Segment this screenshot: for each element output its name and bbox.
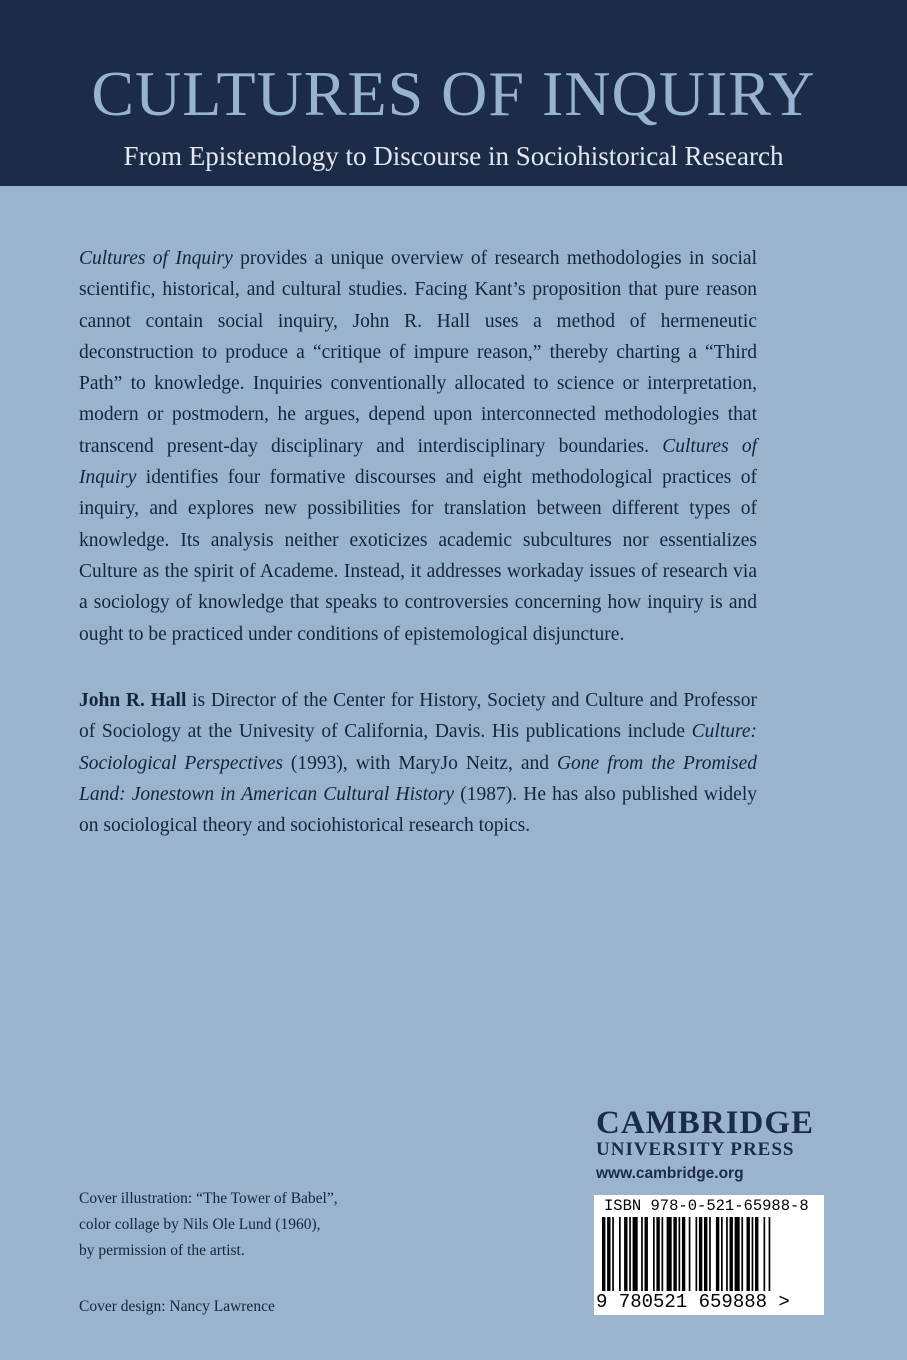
bio-book-1: Culture: Sociological Perspectives <box>79 721 757 774</box>
blurb-text-2: identifies four formative discourses and eight methodological practices of inquiry, and explores new possibilities for translation between different types of knowledge. Its analysis neither exoticizes academic subcultures nor essentializes Culture as the spirit of Academe. Instead, it addresses workaday issues of research via a sociology of knowledge that speaks to controversies concerning how inquiry is and ought to be practiced under conditions of epistemological disjuncture. <box>79 467 757 645</box>
title-band <box>0 0 907 186</box>
blurb-title-italic-2: Cultures of Inquiry <box>79 435 757 489</box>
author-name: John R. Hall <box>79 690 187 711</box>
barcode-digits: 9 780521 659888 > <box>596 1291 790 1313</box>
blurb-paragraph <box>79 243 757 650</box>
bio-text-3: (1987). He has also published widely on sociological theory and sociohistorical research topics. <box>79 783 757 837</box>
book-title: CULTURES OF INQUIRY <box>91 58 816 129</box>
cover-credit-line-3: by permission of the artist. <box>79 1242 245 1259</box>
author-bio-paragraph <box>79 685 757 841</box>
bio-book-2: Gone from the Promised Land: Jonestown in American Cultural History <box>79 752 757 805</box>
bio-text-2: (1993), with MaryJo Neitz, and <box>282 752 557 774</box>
cover-credit-line-2: color collage by Nils Ole Lund (1960), <box>79 1216 321 1233</box>
publisher-url: www.cambridge.org <box>596 1165 744 1182</box>
cover-illustration-credit <box>79 1186 399 1264</box>
publisher-logo <box>596 1105 826 1184</box>
isbn-barcode <box>594 1195 824 1315</box>
cover-credit-line-1: Cover illustration: “The Tower of Babel”, <box>79 1190 338 1207</box>
isbn-label: ISBN 978-0-521-65988-8 <box>604 1197 809 1215</box>
blurb-title-italic: Cultures of Inquiry <box>79 248 233 269</box>
publisher-subname: UNIVERSITY PRESS <box>596 1139 795 1160</box>
cover-design-credit: Cover design: Nancy Lawrence <box>79 1298 275 1315</box>
book-subtitle: From Epistemology to Discourse in Sociohistorical Research <box>123 141 784 171</box>
blurb-text-1: provides a unique overview of research methodologies in social scientific, historical, and cultural studies. Facing Kant’s proposition that pure reason cannot contain social inquiry, John R. Hall uses a method of hermeneutic deconstruction to produce a “critique of impure reason,” thereby charting a “Third Path” to knowledge. Inquiries conventionally allocated to science or interpretation, modern or postmodern, he argues, depend upon interconnected methodologies that transcend present-day disciplinary and interdisciplinary boundaries. <box>79 248 757 457</box>
publisher-name: CAMBRIDGE <box>596 1105 815 1141</box>
barcode-bars-icon <box>602 1217 816 1291</box>
bio-text-1: is Director of the Center for History, Society and Culture and Professor of Sociology at the Univesity of California, Davis. His publications include <box>79 690 757 743</box>
